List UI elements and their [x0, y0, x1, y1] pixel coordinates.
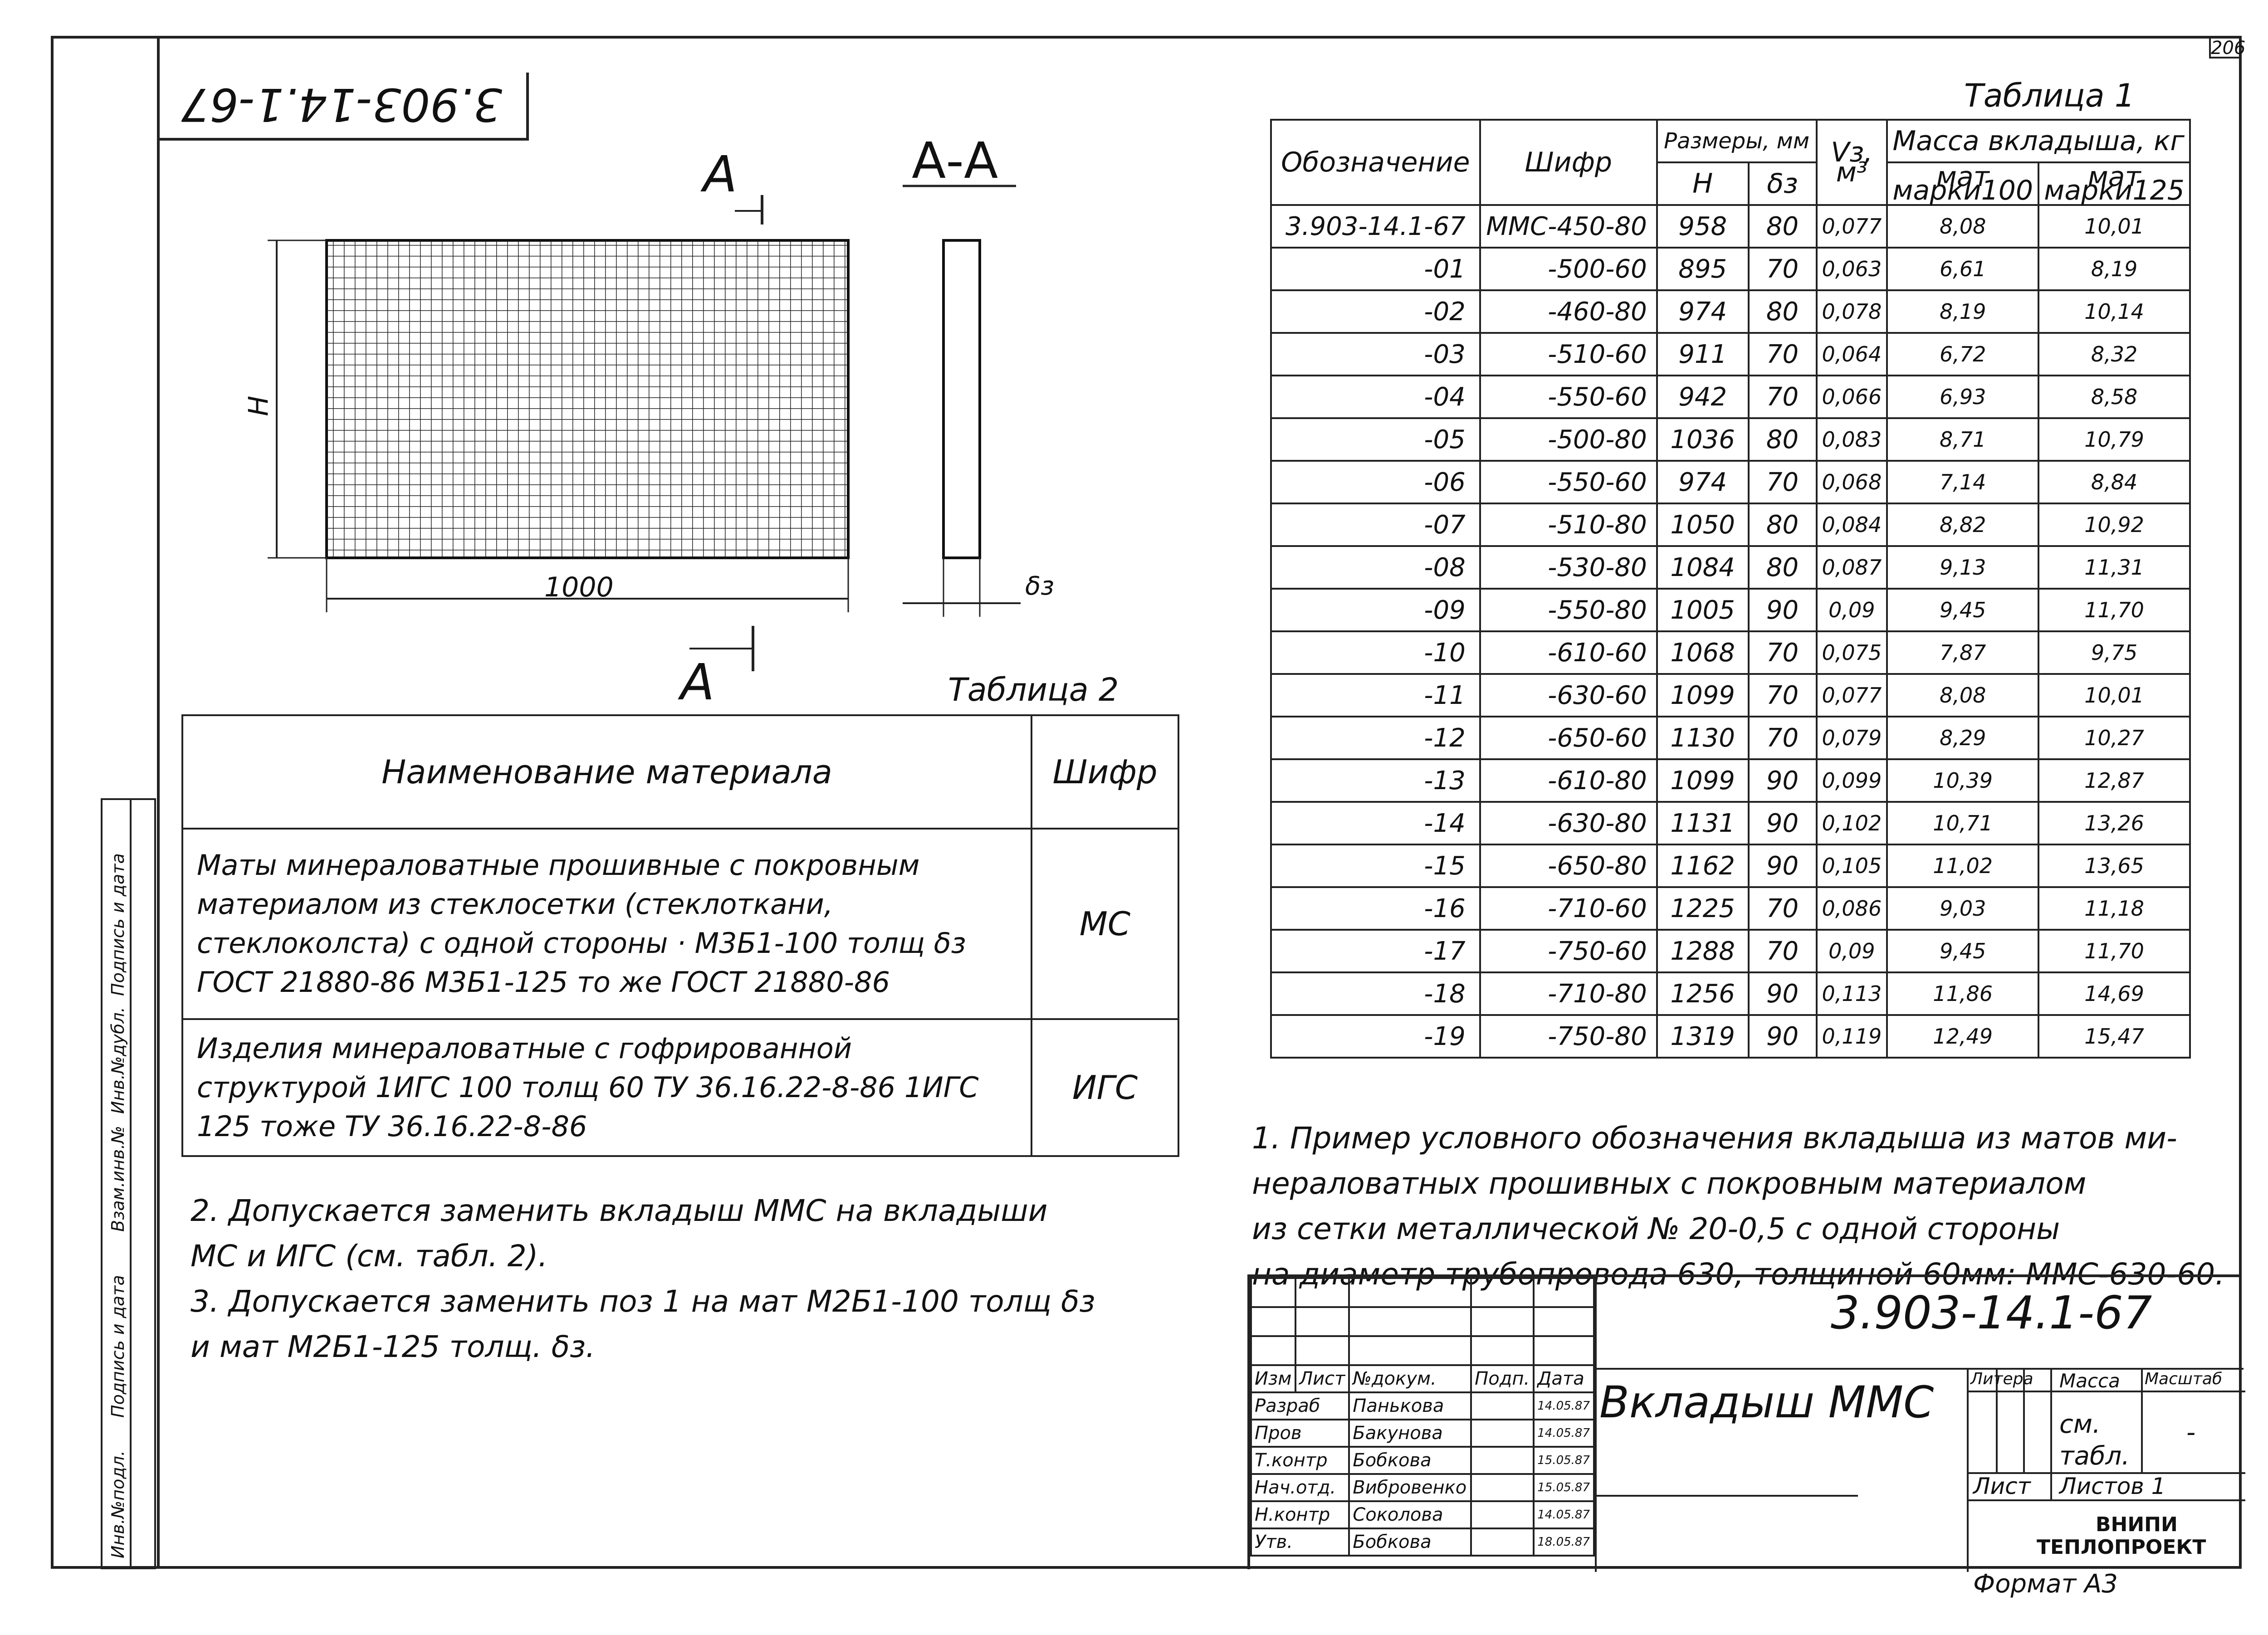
- stamp-date: 14.05.87: [1534, 1501, 1594, 1528]
- t1-cell-code: -610-80: [1480, 759, 1657, 802]
- t1-cell-d: 90: [1749, 972, 1817, 1015]
- t1-cell-mat100: 9,45: [1887, 589, 2038, 631]
- table1-row: [1271, 461, 2190, 503]
- dim-thickness: δз: [1025, 571, 1055, 601]
- t1-cell-code: -750-60: [1480, 930, 1657, 972]
- stamp-title: Вкладыш ММС: [1599, 1377, 1934, 1428]
- side-label-0: Инв.№подл.: [108, 1450, 128, 1558]
- note-left-1: МС и ИГС (см. табл. 2).: [191, 1239, 548, 1274]
- t1-cell-mat100: 11,86: [1887, 972, 2038, 1015]
- note-left-3: и мат М2Б1-125 толщ. δз.: [191, 1329, 596, 1364]
- stamp-date: 14.05.87: [1534, 1420, 1594, 1447]
- t1-cell-d: 80: [1749, 503, 1817, 546]
- side-label-3: Инв.№дубл.: [108, 1007, 128, 1114]
- t1-cell-h: 1036: [1657, 418, 1749, 461]
- t2-row-1-name: Изделия минераловатные с гофрированной структурой 1ИГС 100 толщ 60 ТУ 36.16.22-8-86 1ИГС 125 тоже ТУ 36.16.22-8-86: [182, 1019, 1031, 1156]
- t1-cell-designation: -12: [1271, 717, 1480, 759]
- table2-caption: Таблица 2: [948, 671, 1119, 708]
- t1-cell-h: 1084: [1657, 546, 1749, 589]
- t1-cell-mat125: 10,14: [2038, 290, 2190, 333]
- stamp-signature: [1471, 1528, 1534, 1556]
- sheet-number: 206: [2209, 36, 2242, 59]
- table1-row: [1271, 205, 2190, 248]
- t1-h-volume: Vз, м³: [1817, 120, 1887, 205]
- stamp-row: [1251, 1501, 1594, 1528]
- t2-h-name: Наименование материала: [182, 715, 1031, 829]
- t1-cell-volume: 0,078: [1817, 290, 1887, 333]
- stamp-format: Формат А3: [1973, 1569, 2118, 1599]
- t1-cell-designation: -17: [1271, 930, 1480, 972]
- t1-h-designation: Обозначение: [1271, 120, 1480, 205]
- t1-cell-code: -650-60: [1480, 717, 1657, 759]
- t1-cell-d: 70: [1749, 631, 1817, 674]
- stamp-role: Разраб: [1251, 1392, 1349, 1420]
- t1-cell-designation: -06: [1271, 461, 1480, 503]
- t1-cell-designation: -09: [1271, 589, 1480, 631]
- table1-row: [1271, 546, 2190, 589]
- note-right-2: из сетки металлической № 20-0,5 с одной стороны: [1252, 1211, 2060, 1246]
- dim-height: H: [243, 395, 275, 416]
- notes-left: [191, 1188, 1095, 1370]
- t1-cell-h: 1099: [1657, 759, 1749, 802]
- t1-cell-mat100: 6,72: [1887, 333, 2038, 376]
- t1-cell-designation: -07: [1271, 503, 1480, 546]
- stamp-mass: Масса: [2059, 1370, 2120, 1392]
- t1-cell-volume: 0,113: [1817, 972, 1887, 1015]
- stamp-h-date: Дата: [1534, 1365, 1594, 1392]
- stamp-signature: [1471, 1447, 1534, 1474]
- stamp-signature: [1471, 1392, 1534, 1420]
- t1-cell-designation: -15: [1271, 844, 1480, 887]
- stamp-org2: ТЕПЛОПРОЕКТ: [2037, 1536, 2206, 1559]
- section-mark-top: А: [703, 145, 738, 203]
- t1-cell-volume: 0,083: [1817, 418, 1887, 461]
- t1-cell-mat125: 11,70: [2038, 930, 2190, 972]
- t1-cell-mat125: 8,58: [2038, 376, 2190, 418]
- table1: [1270, 119, 2191, 1059]
- note-left-2: 3. Допускается заменить поз 1 на мат М2Б1-100 толщ δз: [191, 1284, 1095, 1319]
- t2-row-1-code: ИГС: [1031, 1019, 1178, 1156]
- stamp-row: [1251, 1392, 1594, 1420]
- t1-cell-mat100: 6,93: [1887, 376, 2038, 418]
- t2-row-0-code: МС: [1031, 829, 1178, 1019]
- t1-cell-code: -630-60: [1480, 674, 1657, 717]
- t1-cell-mat125: 12,87: [2038, 759, 2190, 802]
- t1-cell-mat125: 10,01: [2038, 674, 2190, 717]
- t1-cell-code: -510-60: [1480, 333, 1657, 376]
- t1-cell-d: 70: [1749, 887, 1817, 930]
- t1-cell-mat125: 14,69: [2038, 972, 2190, 1015]
- t1-cell-mat125: 10,27: [2038, 717, 2190, 759]
- t1-cell-d: 70: [1749, 333, 1817, 376]
- t1-h-h: H: [1657, 162, 1749, 205]
- stamp-role: Т.контр: [1251, 1447, 1349, 1474]
- t1-cell-code: -550-80: [1480, 589, 1657, 631]
- t1-cell-mat125: 8,84: [2038, 461, 2190, 503]
- stamp-code: 3.903-14.1-67: [1831, 1286, 2152, 1339]
- t1-cell-designation: -02: [1271, 290, 1480, 333]
- t1-cell-mat100: 10,71: [1887, 802, 2038, 844]
- t1-cell-code: -530-80: [1480, 546, 1657, 589]
- t1-cell-mat125: 13,26: [2038, 802, 2190, 844]
- side-label-1: Подпись и дата: [108, 1275, 128, 1418]
- t1-cell-mat100: 6,61: [1887, 248, 2038, 290]
- t2-h-code: Шифр: [1031, 715, 1178, 829]
- t1-cell-designation: 3.903-14.1-67: [1271, 205, 1480, 248]
- t1-cell-h: 1005: [1657, 589, 1749, 631]
- note-left-0: 2. Допускается заменить вкладыш ММС на вкладыши: [191, 1193, 1048, 1228]
- table1-row: [1271, 802, 2190, 844]
- t1-cell-volume: 0,075: [1817, 631, 1887, 674]
- t1-cell-h: 1130: [1657, 717, 1749, 759]
- t1-cell-mat100: 8,82: [1887, 503, 2038, 546]
- t1-h-mat100: мат марки100: [1887, 162, 2038, 205]
- table1-row: [1271, 887, 2190, 930]
- t1-cell-volume: 0,09: [1817, 589, 1887, 631]
- t1-cell-h: 911: [1657, 333, 1749, 376]
- section-label: А-А: [912, 132, 998, 190]
- t1-cell-d: 70: [1749, 248, 1817, 290]
- note-right-0: 1. Пример условного обозначения вкладыша из матов ми-: [1252, 1121, 2177, 1156]
- note-right-3: на диаметр трубопровода 630, толщиной 60мм: ММС-630-60.: [1252, 1257, 2225, 1292]
- stamp-h-izm: Изм: [1251, 1365, 1295, 1392]
- t1-cell-volume: 0,084: [1817, 503, 1887, 546]
- t1-cell-mat125: 10,92: [2038, 503, 2190, 546]
- t1-cell-mat125: 10,01: [2038, 205, 2190, 248]
- t1-cell-volume: 0,077: [1817, 205, 1887, 248]
- t1-cell-d: 90: [1749, 844, 1817, 887]
- stamp-h-doc: №докум.: [1349, 1365, 1471, 1392]
- table1-row: [1271, 930, 2190, 972]
- table1-row: [1271, 631, 2190, 674]
- t1-cell-code: -710-80: [1480, 972, 1657, 1015]
- t1-cell-mat100: 9,03: [1887, 887, 2038, 930]
- t1-cell-code: -610-60: [1480, 631, 1657, 674]
- table1-row: [1271, 717, 2190, 759]
- t1-cell-d: 80: [1749, 546, 1817, 589]
- t1-cell-code: -460-80: [1480, 290, 1657, 333]
- t1-h-code: Шифр: [1480, 120, 1657, 205]
- t1-cell-h: 1068: [1657, 631, 1749, 674]
- t1-cell-h: 1131: [1657, 802, 1749, 844]
- t1-cell-code: -510-80: [1480, 503, 1657, 546]
- t1-cell-h: 974: [1657, 290, 1749, 333]
- table1-caption: Таблица 1: [1964, 77, 2135, 114]
- table1-row: [1271, 333, 2190, 376]
- side-label-strip: [101, 798, 156, 1569]
- t1-cell-volume: 0,09: [1817, 930, 1887, 972]
- table1-row: [1271, 972, 2190, 1015]
- t1-cell-h: 1319: [1657, 1015, 1749, 1058]
- stamp-signature: [1471, 1474, 1534, 1501]
- t1-cell-volume: 0,105: [1817, 844, 1887, 887]
- t1-cell-volume: 0,064: [1817, 333, 1887, 376]
- stamp-org1: ВНИПИ: [2096, 1513, 2178, 1536]
- t1-cell-designation: -05: [1271, 418, 1480, 461]
- t1-cell-code: -650-80: [1480, 844, 1657, 887]
- table1-row: [1271, 248, 2190, 290]
- table1-row: [1271, 589, 2190, 631]
- t1-cell-mat100: 8,19: [1887, 290, 2038, 333]
- t1-cell-volume: 0,099: [1817, 759, 1887, 802]
- note-right-1: нераловатных прошивных с покровным материалом: [1252, 1166, 2087, 1201]
- table1-row: [1271, 503, 2190, 546]
- t1-cell-mat125: 8,19: [2038, 248, 2190, 290]
- t1-cell-mat125: 15,47: [2038, 1015, 2190, 1058]
- stamp-name: Бакунова: [1349, 1420, 1471, 1447]
- t1-cell-designation: -18: [1271, 972, 1480, 1015]
- t1-cell-designation: -14: [1271, 802, 1480, 844]
- title-block: [1247, 1274, 2242, 1569]
- t1-h-mat125: мат марки125: [2038, 162, 2190, 205]
- stamp-signature: [1471, 1501, 1534, 1528]
- rotated-code-box: [157, 73, 529, 141]
- mat-section: [943, 240, 980, 558]
- t1-cell-designation: -11: [1271, 674, 1480, 717]
- stamp-litera: Литера: [1970, 1370, 2033, 1388]
- t1-h-mass: Масса вкладыша, кг: [1887, 120, 2190, 162]
- stamp-sheets: Листов 1: [2059, 1473, 2166, 1499]
- t1-cell-mat125: 9,75: [2038, 631, 2190, 674]
- t1-cell-code: -630-80: [1480, 802, 1657, 844]
- t1-cell-mat125: 8,32: [2038, 333, 2190, 376]
- table1-row: [1271, 418, 2190, 461]
- t1-cell-d: 90: [1749, 1015, 1817, 1058]
- stamp-h-sign: Подп.: [1471, 1365, 1534, 1392]
- side-label-4: Подпись и дата: [108, 853, 128, 996]
- t1-h-dimensions: Размеры, мм: [1657, 120, 1817, 162]
- t1-cell-d: 90: [1749, 802, 1817, 844]
- table1-row: [1271, 376, 2190, 418]
- t1-cell-d: 70: [1749, 674, 1817, 717]
- t1-cell-volume: 0,066: [1817, 376, 1887, 418]
- t1-cell-mat100: 7,14: [1887, 461, 2038, 503]
- t1-cell-d: 80: [1749, 205, 1817, 248]
- stamp-role: Нач.отд.: [1251, 1474, 1349, 1501]
- table2: [181, 714, 1179, 1157]
- table1-row: [1271, 844, 2190, 887]
- stamp-row: [1251, 1528, 1594, 1556]
- t1-cell-h: 1099: [1657, 674, 1749, 717]
- stamp-name: Соколова: [1349, 1501, 1471, 1528]
- t1-cell-mat100: 9,45: [1887, 930, 2038, 972]
- stamp-role: Утв.: [1251, 1528, 1349, 1556]
- t1-cell-code: -500-80: [1480, 418, 1657, 461]
- t1-cell-volume: 0,068: [1817, 461, 1887, 503]
- t1-cell-mat100: 12,49: [1887, 1015, 2038, 1058]
- t1-cell-d: 70: [1749, 930, 1817, 972]
- stamp-date: 14.05.87: [1534, 1392, 1594, 1420]
- t1-cell-mat100: 7,87: [1887, 631, 2038, 674]
- stamp-date: 18.05.87: [1534, 1528, 1594, 1556]
- t1-cell-designation: -13: [1271, 759, 1480, 802]
- side-label-2: Взам.инв.№: [108, 1126, 128, 1232]
- t1-cell-d: 90: [1749, 759, 1817, 802]
- t1-cell-mat125: 11,70: [2038, 589, 2190, 631]
- t1-cell-code: -550-60: [1480, 376, 1657, 418]
- rotated-code: 3.903-14.1-67: [181, 78, 503, 131]
- t1-cell-designation: -16: [1271, 887, 1480, 930]
- t1-cell-mat100: 8,08: [1887, 205, 2038, 248]
- stamp-date: 15.05.87: [1534, 1447, 1594, 1474]
- notes-right: [1252, 1116, 2224, 1297]
- t1-cell-h: 942: [1657, 376, 1749, 418]
- stamp-signature: [1471, 1420, 1534, 1447]
- dim-width: 1000: [544, 571, 614, 603]
- table1-row: [1271, 1015, 2190, 1058]
- t1-cell-h: 1225: [1657, 887, 1749, 930]
- t1-cell-d: 90: [1749, 589, 1817, 631]
- t1-cell-mat125: 11,18: [2038, 887, 2190, 930]
- t1-cell-mat125: 11,31: [2038, 546, 2190, 589]
- stamp-name: Бобкова: [1349, 1528, 1471, 1556]
- t1-cell-d: 70: [1749, 461, 1817, 503]
- t2-row-0-name: Маты минераловатные прошивные с покровным материалом из стеклосетки (стеклоткани, стеклоколста) с одной стороны · М3Б1-100 толщ δз ГОСТ 21880-86 М3Б1-125 то же ГОСТ 21880-86: [182, 829, 1031, 1019]
- stamp-row: [1251, 1420, 1594, 1447]
- t1-h-d: δз: [1749, 162, 1817, 205]
- t1-cell-volume: 0,087: [1817, 546, 1887, 589]
- stamp-h-list: Лист: [1295, 1365, 1349, 1392]
- t1-cell-d: 70: [1749, 717, 1817, 759]
- t1-cell-code: -550-60: [1480, 461, 1657, 503]
- t1-cell-d: 70: [1749, 376, 1817, 418]
- t1-cell-h: 1256: [1657, 972, 1749, 1015]
- t1-cell-h: 958: [1657, 205, 1749, 248]
- stamp-grid: [1250, 1277, 1595, 1557]
- section-mark-bottom: А: [680, 653, 715, 711]
- t1-cell-volume: 0,102: [1817, 802, 1887, 844]
- stamp-row: [1251, 1474, 1594, 1501]
- stamp-sheet: Лист: [1973, 1473, 2031, 1499]
- t1-cell-designation: -10: [1271, 631, 1480, 674]
- t1-cell-h: 974: [1657, 461, 1749, 503]
- t1-cell-h: 1050: [1657, 503, 1749, 546]
- stamp-name: Паньковa: [1349, 1392, 1471, 1420]
- t1-cell-mat100: 10,39: [1887, 759, 2038, 802]
- t1-cell-code: -710-60: [1480, 887, 1657, 930]
- t1-cell-h: 1288: [1657, 930, 1749, 972]
- table1-row: [1271, 759, 2190, 802]
- t1-cell-code: -750-80: [1480, 1015, 1657, 1058]
- t1-cell-designation: -04: [1271, 376, 1480, 418]
- stamp-name: Бобкова: [1349, 1447, 1471, 1474]
- stamp-scale: Масштаб: [2145, 1370, 2223, 1388]
- stamp-name: Вибровенко: [1349, 1474, 1471, 1501]
- stamp-row: [1251, 1447, 1594, 1474]
- t1-cell-volume: 0,077: [1817, 674, 1887, 717]
- t1-cell-mat125: 13,65: [2038, 844, 2190, 887]
- t1-cell-mat100: 8,08: [1887, 674, 2038, 717]
- stamp-mass-value: см. табл.: [2059, 1410, 2130, 1471]
- stamp-date: 15.05.87: [1534, 1474, 1594, 1501]
- table1-row: [1271, 290, 2190, 333]
- t1-cell-designation: -01: [1271, 248, 1480, 290]
- t1-cell-code: -500-60: [1480, 248, 1657, 290]
- t1-cell-d: 80: [1749, 290, 1817, 333]
- t1-cell-volume: 0,079: [1817, 717, 1887, 759]
- t1-cell-designation: -08: [1271, 546, 1480, 589]
- mat-drawing: [159, 136, 1202, 726]
- stamp-role: Пров: [1251, 1420, 1349, 1447]
- t1-cell-mat100: 9,13: [1887, 546, 2038, 589]
- t1-cell-designation: -03: [1271, 333, 1480, 376]
- t1-cell-code: ММС-450-80: [1480, 205, 1657, 248]
- t1-cell-d: 80: [1749, 418, 1817, 461]
- t1-cell-volume: 0,086: [1817, 887, 1887, 930]
- t1-cell-h: 895: [1657, 248, 1749, 290]
- table1-row: [1271, 674, 2190, 717]
- stamp-role: Н.контр: [1251, 1501, 1349, 1528]
- t1-cell-mat100: 11,02: [1887, 844, 2038, 887]
- stamp-scale-value: -: [2186, 1418, 2196, 1447]
- t1-cell-mat100: 8,29: [1887, 717, 2038, 759]
- mat-mesh: [327, 240, 848, 558]
- t1-cell-volume: 0,063: [1817, 248, 1887, 290]
- t1-cell-mat125: 10,79: [2038, 418, 2190, 461]
- t1-cell-designation: -19: [1271, 1015, 1480, 1058]
- t1-cell-mat100: 8,71: [1887, 418, 2038, 461]
- t1-cell-h: 1162: [1657, 844, 1749, 887]
- t1-cell-volume: 0,119: [1817, 1015, 1887, 1058]
